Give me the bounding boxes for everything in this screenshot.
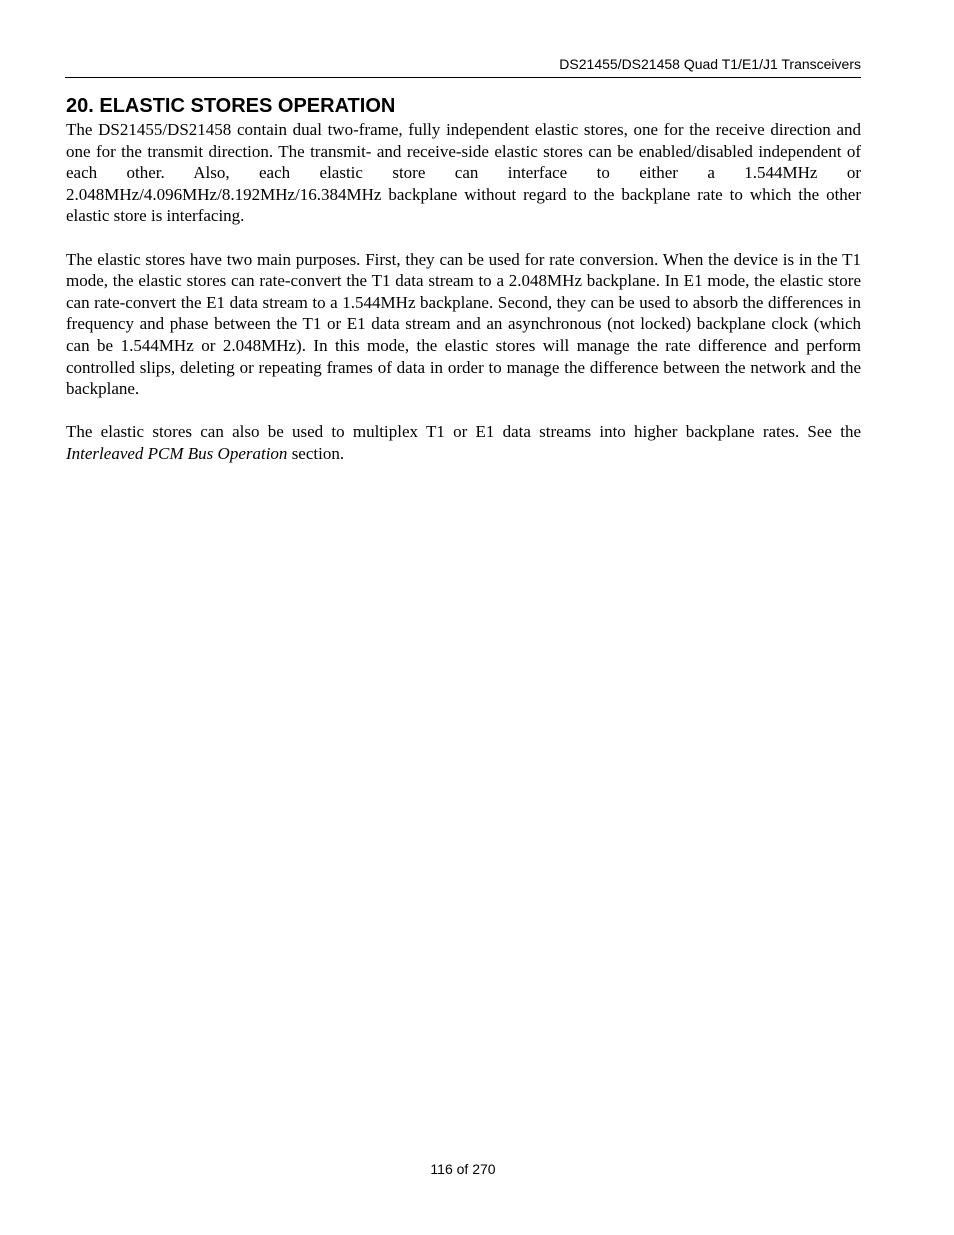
section-heading: 20. ELASTIC STORES OPERATION bbox=[66, 95, 396, 117]
paragraph-2: The elastic stores have two main purposes. First, they can be used for rate conversion. When the device is in the T1 mode, the elastic stores can rate-convert the T1 data stream to a 2.048MHz backplane. In E1 mode, the elastic store can rate-convert the E1 data stream to a 1.544MHz backplane. Second, they can be used to absorb the differences in frequency and phase between the T1 or E1 data stream and an asynchronous (not locked) backplane clock (which can be 1.544MHz or 2.048MHz). In this mode, the elastic stores will manage the rate difference and perform controlled slips, deleting or repeating frames of data in order to manage the difference between the network and the backplane. bbox=[66, 249, 861, 399]
page-footer bbox=[0, 1160, 926, 1178]
paragraph-3-suffix: section. bbox=[287, 443, 345, 463]
section-body bbox=[66, 119, 861, 486]
interleaved-pcm-reference: Interleaved PCM Bus Operation bbox=[66, 443, 288, 463]
page-number: 116 of 270 bbox=[430, 1161, 496, 1177]
paragraph-3 bbox=[66, 421, 861, 464]
header-title: DS21455/DS21458 Quad T1/E1/J1 Transceivers bbox=[559, 56, 861, 72]
paragraph-1: The DS21455/DS21458 contain dual two-frame, fully independent elastic stores, one for the receive direction and one for the transmit direction. The transmit- and receive-side elastic stores can be enabled/disabled independent of each other. Also, each elastic store can interface to either a 1.544MHz or 2.048MHz/4.096MHz/8.192MHz/16.384MHz backplane without regard to the backplane rate to which the other elastic store is interfacing. bbox=[66, 120, 861, 226]
page-header bbox=[65, 55, 861, 78]
paragraph-3-prefix: The elastic stores can also be used to multiplex T1 or E1 data streams into higher backplane rates. See the bbox=[66, 422, 861, 442]
